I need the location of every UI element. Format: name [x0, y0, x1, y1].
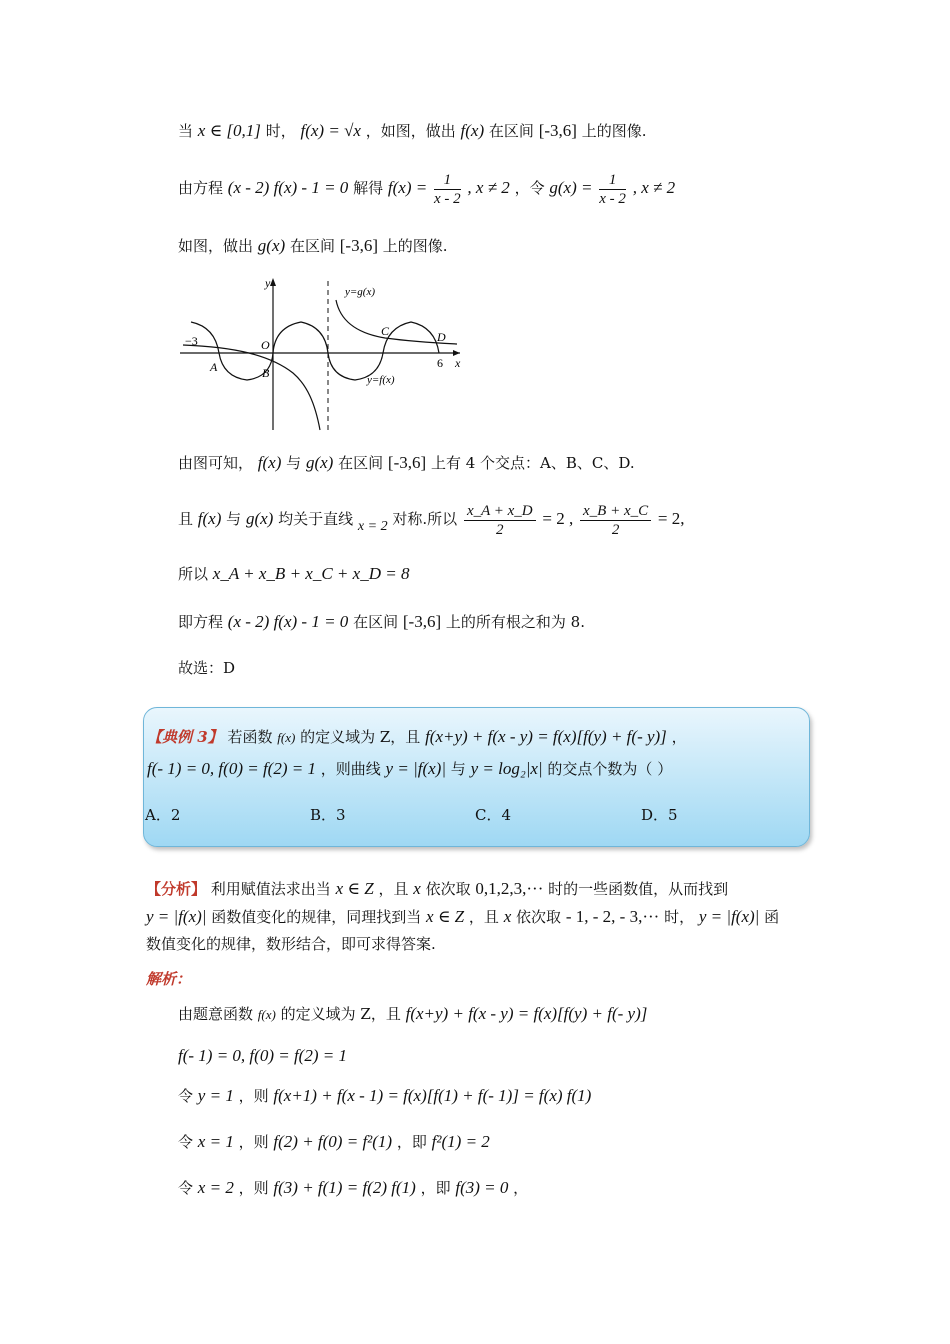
- l2-text-b: 解得: [353, 179, 384, 197]
- solution-tag-text: 解析：: [146, 970, 192, 988]
- l4-fx: f(x): [257, 453, 282, 472]
- solution-line-1: [178, 1003, 647, 1026]
- l5-text-d: 对称.所以: [392, 510, 458, 528]
- f-curve: [191, 322, 439, 380]
- l5-numerator-1: x_A + x_D: [464, 502, 536, 521]
- l2-condition: , x ≠ 2: [467, 178, 510, 197]
- l5-equals-1: = 2 ,: [542, 509, 574, 528]
- l1-text-d: 在区间: [488, 122, 534, 140]
- label-point-c: C: [381, 324, 390, 338]
- l2-denominator-2: x - 2: [599, 190, 626, 207]
- analysis-text-1: 利用赋值法求出当: [210, 880, 331, 898]
- l7-equation: (x - 2) f(x) - 1 = 0: [227, 612, 349, 631]
- analysis-math-2c: y = |f(x)|: [698, 907, 760, 926]
- l5-denominator-2: 2: [611, 521, 620, 538]
- analysis-text-2d: 时，: [664, 908, 695, 926]
- solution-text-4b: ，则: [238, 1133, 269, 1151]
- text-line-7: [178, 611, 585, 633]
- solution-fx: f(x): [257, 1007, 276, 1022]
- l4-text-a: 由图可知，: [178, 454, 254, 472]
- solution-text-5b: ，则: [238, 1179, 269, 1197]
- example-condition: f(- 1) = 0, f(0) = f(2) = 1: [147, 759, 316, 778]
- solution-text-3a: 令: [178, 1087, 194, 1105]
- l4-text-d: 上有 4 个交点：A、B、C、D.: [430, 454, 635, 472]
- analysis-line-2: [146, 906, 779, 928]
- l5-text-a: 且: [178, 510, 194, 528]
- solution-text-5a: 令: [178, 1179, 194, 1197]
- solution-text-4c: ，即: [396, 1133, 427, 1151]
- solution-equation-1: f(x+y) + f(x - y) = f(x)[f(y) + f(- y)]: [405, 1004, 648, 1023]
- analysis-math-2b: x ∈ Z: [426, 907, 465, 926]
- l5-fraction-1: [464, 502, 536, 539]
- solution-text-3b: ，则: [238, 1087, 269, 1105]
- l1-text-e: 上的图像.: [581, 122, 647, 140]
- l2-fraction-2: [599, 171, 626, 208]
- l1-function: f(x) = √x: [300, 121, 361, 140]
- label-neg3: −3: [185, 334, 198, 348]
- l5-gx: g(x): [245, 509, 274, 528]
- l2-gx: g(x) =: [549, 178, 593, 197]
- analysis-values-2: - 1, - 2, - 3,···: [565, 907, 660, 926]
- label-point-a: A: [210, 360, 218, 374]
- analysis-text-1b: ，且: [378, 880, 409, 898]
- text-line-5: [178, 499, 685, 547]
- solution-line-2: [178, 1045, 347, 1067]
- l1-condition: x ∈ [0,1]: [197, 121, 261, 140]
- example-option-c[interactable]: C．4: [475, 806, 512, 824]
- analysis-text-1d: 时的一些函数值，从而找到: [548, 880, 729, 898]
- l5-text-c: 均关于直线: [278, 510, 354, 528]
- solution-var-3: y = 1: [197, 1086, 234, 1105]
- l7-text-b: 在区间: [353, 613, 399, 631]
- example-comma: ，: [671, 728, 687, 746]
- solution-text-5d: ，: [513, 1179, 529, 1197]
- solution-condition: f(- 1) = 0, f(0) = f(2) = 1: [178, 1046, 347, 1065]
- solution-line-4: [178, 1131, 490, 1153]
- l2-equation: (x - 2) f(x) - 1 = 0: [227, 178, 349, 197]
- l3-interval: [-3,6]: [339, 236, 378, 255]
- solution-equation-5: f(3) + f(1) = f(2) f(1): [273, 1178, 416, 1197]
- l5-text-b: 与: [226, 510, 242, 528]
- text-line-4: [178, 452, 635, 474]
- l3-text-b: 在区间: [289, 237, 335, 255]
- analysis-x-2: x: [503, 907, 512, 926]
- analysis-tag: 【分析】: [146, 880, 207, 898]
- l2-fraction: [434, 171, 461, 208]
- example-option-b[interactable]: B．3: [310, 806, 346, 824]
- example-equation: f(x+y) + f(x - y) = f(x)[f(y) + f(- y)]: [425, 727, 667, 746]
- example-fx: f(x): [277, 730, 296, 745]
- example-text-5: 的交点个数为（ ）: [547, 760, 673, 778]
- example-line-2: [147, 758, 672, 780]
- l5-denominator-1: 2: [496, 521, 504, 538]
- label-point-b: B: [262, 366, 270, 380]
- label-origin: O: [261, 338, 270, 352]
- l2-numerator: 1: [434, 171, 461, 190]
- analysis-text-2e: 函: [764, 908, 780, 926]
- example-curve-1: y = |f(x)|: [385, 759, 447, 778]
- example-option-a[interactable]: A．2: [145, 806, 181, 824]
- l5-fraction-2: [580, 502, 651, 539]
- example-text-2: 的定义域为 Z，且: [300, 728, 421, 746]
- y-axis-arrow: [270, 278, 276, 286]
- l3-text-c: 上的图像.: [382, 237, 448, 255]
- analysis-values-1: 0,1,2,3,···: [475, 879, 544, 898]
- example-text-4: 与: [450, 760, 466, 778]
- solution-text-5c: ，即: [420, 1179, 451, 1197]
- l2-text-c: ，令: [514, 179, 545, 197]
- analysis-text-2a: 函数值变化的规律，同理找到当: [211, 908, 422, 926]
- l6-text-a: 所以: [178, 565, 209, 583]
- analysis-math-2: y = |f(x)|: [146, 907, 207, 926]
- function-graph: [175, 275, 475, 435]
- l6-sum: x_A + x_B + x_C + x_D = 8: [212, 564, 410, 583]
- l7-text-c: 上的所有根之和为 8.: [445, 613, 585, 631]
- solution-equation-4b: f²(1) = 2: [431, 1132, 490, 1151]
- l2-condition-2: , x ≠ 2: [632, 178, 676, 197]
- l1-text-a: 当: [178, 122, 194, 140]
- l3-gx: g(x): [257, 236, 286, 255]
- solution-var-4: x = 1: [197, 1132, 234, 1151]
- solution-equation-5b: f(3) = 0: [455, 1178, 509, 1197]
- l1-text-c: ，如图，做出: [365, 122, 456, 140]
- solution-var-5: x = 2: [197, 1178, 234, 1197]
- text-line-2: [178, 168, 675, 208]
- l1-interval: [-3,6]: [538, 121, 577, 140]
- example-curve-2: y = log₂|x|: [470, 759, 543, 778]
- l5-equals-2: = 2,: [657, 509, 685, 528]
- analysis-text-2c: 依次取: [516, 908, 562, 926]
- solution-text-1b: 的定义域为 Z，且: [280, 1005, 401, 1023]
- l5-fx: f(x): [197, 509, 222, 528]
- l4-interval: [-3,6]: [387, 453, 427, 472]
- example-tag: 【典例 3】: [147, 728, 223, 746]
- l2-fx: f(x) =: [387, 178, 428, 197]
- l1-text-b: 时，: [265, 122, 296, 140]
- example-text-3: ，则曲线: [320, 760, 381, 778]
- l7-text-a: 即方程: [178, 613, 224, 631]
- answer-text: 故选：D: [178, 659, 236, 677]
- l4-text-c: 在区间: [338, 454, 384, 472]
- solution-text-1a: 由题意函数: [178, 1005, 254, 1023]
- l2-numerator-2: 1: [599, 171, 626, 190]
- analysis-text-2b: ，且: [468, 908, 499, 926]
- solution-tag: [146, 968, 191, 990]
- l1-function-2: f(x): [460, 121, 485, 140]
- example-option-d[interactable]: D．5: [641, 806, 678, 824]
- text-line-3: [178, 235, 448, 257]
- solution-text-4a: 令: [178, 1133, 194, 1151]
- analysis-math-1: x ∈ Z: [335, 879, 374, 898]
- label-x: x: [455, 356, 461, 370]
- answer-line: [178, 657, 235, 679]
- l5-symmetry-line: x = 2: [357, 519, 388, 534]
- g-left-branch: [183, 345, 320, 430]
- l4-gx: g(x): [305, 453, 334, 472]
- analysis-text-3: 数值变化的规律，数形结合，即可求得答案.: [146, 935, 436, 953]
- label-six: 6: [437, 356, 443, 370]
- l4-text-b: 与: [286, 454, 302, 472]
- text-line-6: [178, 563, 409, 585]
- analysis-line-3: [146, 933, 436, 955]
- example-line-1: [147, 726, 687, 749]
- solution-line-3: [178, 1085, 591, 1107]
- analysis-line-1: [146, 878, 728, 900]
- example-box: [143, 707, 810, 847]
- l3-text-a: 如图，做出: [178, 237, 254, 255]
- label-f-curve: y=f(x): [367, 374, 395, 386]
- analysis-text-1c: 依次取: [425, 880, 471, 898]
- solution-equation-4: f(2) + f(0) = f²(1): [273, 1132, 393, 1151]
- analysis-x-1: x: [413, 879, 421, 898]
- label-y: y: [265, 276, 271, 290]
- l7-interval: [-3,6]: [402, 612, 442, 631]
- l2-text-a: 由方程: [178, 179, 224, 197]
- label-point-d: D: [437, 330, 446, 344]
- solution-line-5: [178, 1177, 528, 1199]
- l2-denominator: x - 2: [433, 190, 461, 207]
- label-g-curve: y=g(x): [345, 286, 376, 298]
- l5-numerator-2: x_B + x_C: [580, 502, 651, 521]
- text-line-1: [178, 120, 647, 142]
- example-text-1: 若函数: [227, 728, 273, 746]
- solution-equation-3: f(x+1) + f(x - 1) = f(x)[f(1) + f(- 1)] = f(x) f(1): [273, 1086, 592, 1105]
